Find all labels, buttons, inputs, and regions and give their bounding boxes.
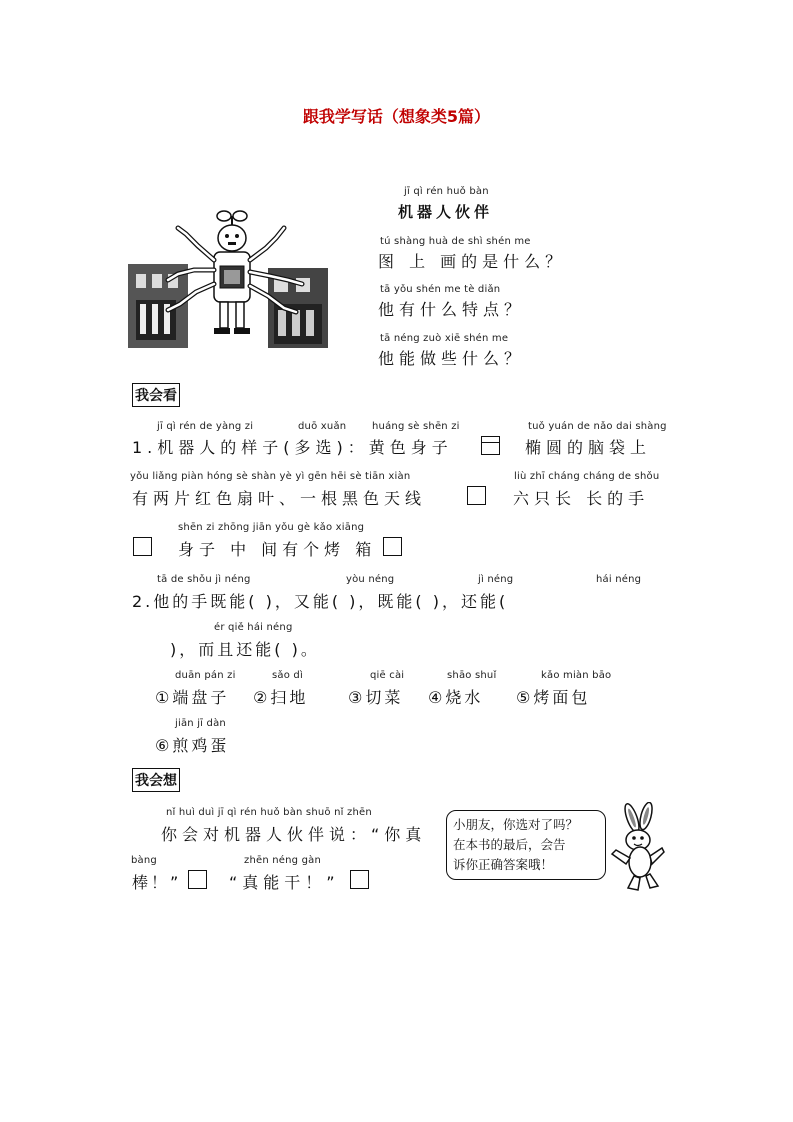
q2-pinyin-b: yòu néng — [346, 574, 395, 585]
think-line2-pinyin-b: zhēn néng gàn — [244, 855, 322, 866]
hint-line-1: 小朋友，你选对了吗？ — [453, 817, 579, 832]
think-line1-pinyin: nǐ huì duì jī qì rén huǒ bàn shuō nǐ zhēn — [166, 807, 372, 818]
option5-pinyin: kǎo miàn bāo — [541, 670, 612, 681]
line3-pinyin: shēn zi zhōng jiān yǒu gè kǎo xiāng — [178, 522, 365, 533]
think-line2-text-b: “真能干！” — [229, 873, 340, 892]
option2: ②扫地 — [253, 688, 309, 707]
q2-text: 2.他的手既能( )，又能( )，既能( )，还能( — [132, 592, 509, 611]
line1-pinyin-a: jī qì rén de yàng zi — [157, 421, 254, 432]
line2-pinyin-a: yǒu liǎng piàn hóng sè shàn yè yì gēn hēi sè tiān xiàn — [130, 471, 411, 482]
option5: ⑤烤面包 — [516, 688, 591, 707]
checkbox-capable[interactable] — [350, 870, 369, 889]
question1-pinyin: tú shàng huà de shì shén me — [380, 236, 531, 247]
line1-pinyin-b: duō xuǎn — [298, 421, 347, 432]
option1-pinyin: duān pán zi — [175, 670, 236, 681]
line2-text-b: 六只长 长的手 — [513, 489, 650, 508]
question2-pinyin: tā yǒu shén me tè diǎn — [380, 284, 501, 295]
option6: ⑥煎鸡蛋 — [155, 736, 230, 755]
option4: ④烧水 — [428, 688, 484, 707]
question1: 图 上 画的是什么？ — [378, 252, 567, 271]
question2: 他有什么特点？ — [378, 300, 526, 319]
checkbox-oven[interactable] — [383, 537, 402, 556]
q2b-pinyin: ér qiě hái néng — [214, 622, 293, 633]
option3: ③切菜 — [348, 688, 404, 707]
option2-pinyin: sǎo dì — [272, 670, 303, 681]
hint-bubble — [446, 810, 606, 880]
q2-pinyin-a: tā de shǒu jì néng — [157, 574, 251, 585]
hint-line-3: 诉你正确答案哦！ — [453, 857, 554, 872]
title-pinyin: jī qì rén huǒ bàn — [404, 186, 489, 197]
line1-text-a: 1.机器人的样子(多选)：黄色身子 — [132, 438, 453, 457]
checkbox-arms[interactable] — [133, 537, 152, 556]
q2b-text: )，而且还能( )。 — [170, 640, 320, 659]
option3-pinyin: qiē cài — [370, 670, 405, 681]
question3-pinyin: tā néng zuò xiē shén me — [380, 333, 509, 344]
line3-text: 身子 中 间有个烤 箱 — [178, 540, 377, 559]
question3: 他能做些什么？ — [378, 349, 526, 368]
checkbox-yellow-body[interactable] — [481, 436, 500, 455]
line1-text-b: 椭圆的脑袋上 — [525, 438, 652, 457]
robot-illustration — [128, 204, 328, 348]
section-label-look: 我会看 — [132, 383, 180, 407]
checkbox-head[interactable] — [467, 486, 486, 505]
think-line1-text: 你会对机器人伙伴说：“你真 — [161, 825, 427, 844]
q2-pinyin-c: jì néng — [478, 574, 514, 585]
line2-text-a: 有两片红色扇叶、一根黑色天线 — [132, 489, 427, 508]
section-label-think: 我会想 — [132, 768, 180, 792]
option1: ①端盘子 — [155, 688, 230, 707]
checkbox-great[interactable] — [188, 870, 207, 889]
q2-pinyin-d: hái néng — [596, 574, 642, 585]
option6-pinyin: jiān jī dàn — [175, 718, 226, 729]
hint-line-2: 在本书的最后，会告 — [453, 837, 566, 852]
robot-title: 机器人伙伴 — [398, 203, 494, 221]
line1-pinyin-c: huáng sè shēn zi — [372, 421, 460, 432]
option4-pinyin: shāo shuǐ — [447, 670, 497, 681]
line1-pinyin-d: tuǒ yuán de nǎo dai shàng — [528, 421, 667, 432]
line2-pinyin-b: liù zhī cháng cháng de shǒu — [514, 471, 660, 482]
think-line2-pinyin-a: bàng — [131, 855, 157, 866]
rabbit-illustration — [606, 802, 666, 892]
page-title: 跟我学写话（想象类5篇） — [302, 107, 491, 126]
think-line2-text-a: 棒！” — [132, 873, 182, 892]
